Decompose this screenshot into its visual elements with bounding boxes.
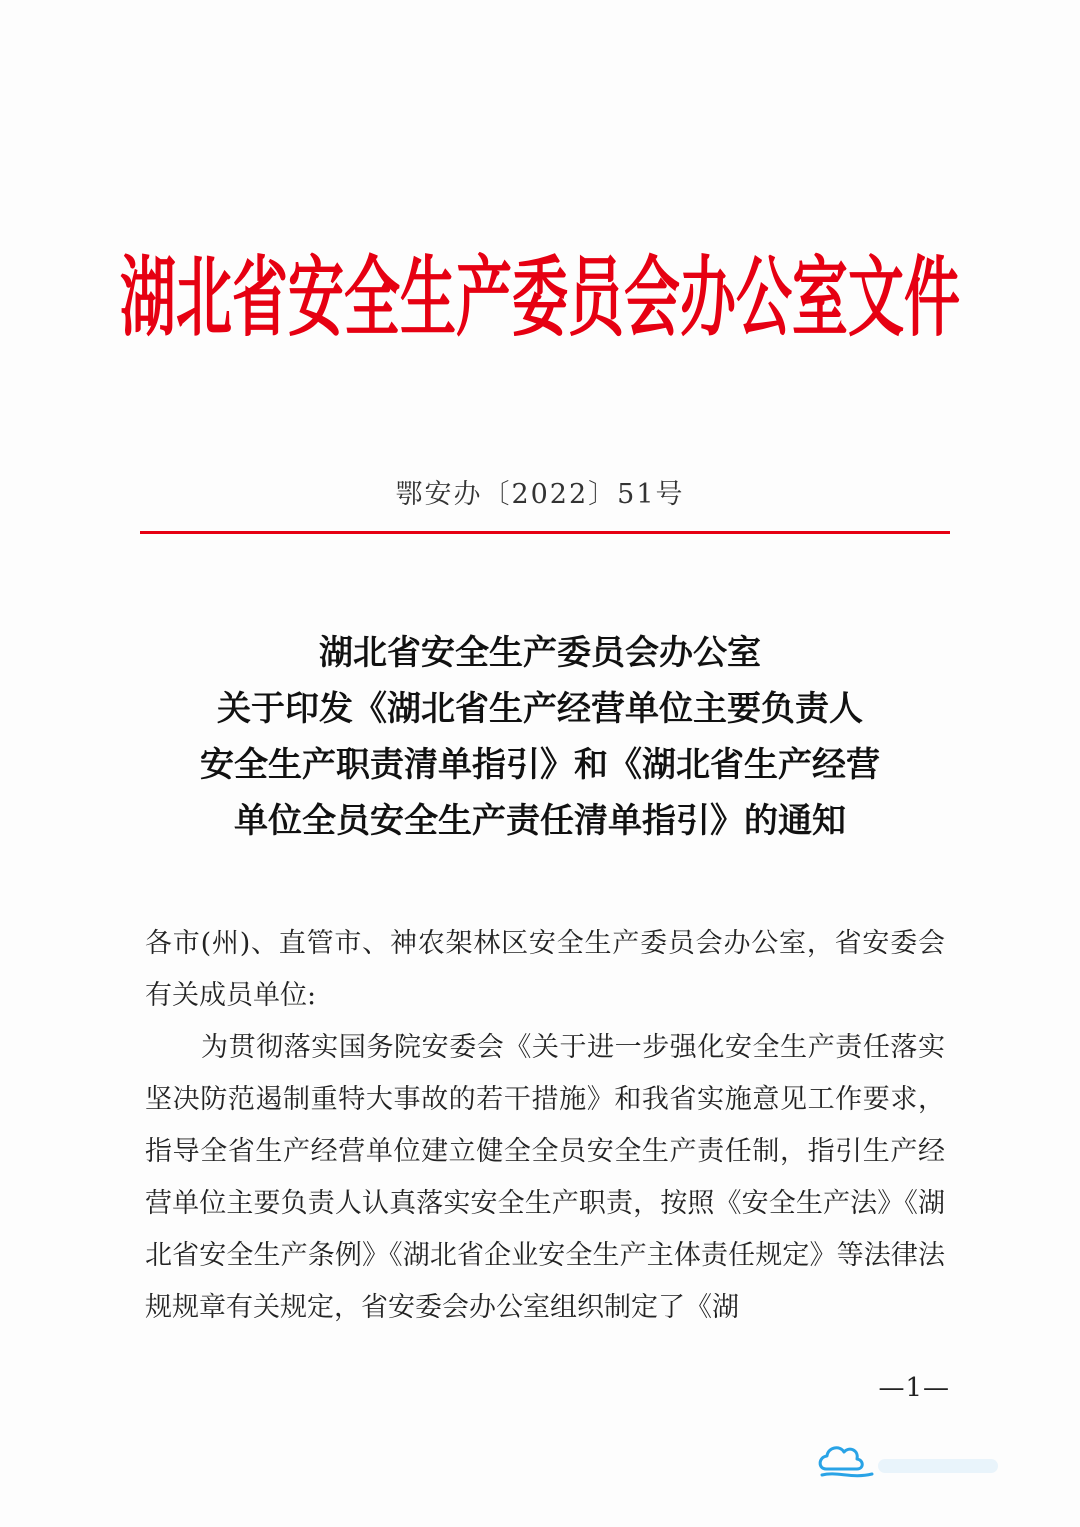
document-number: 鄂安办〔2022〕51号 bbox=[395, 479, 685, 510]
title-line-1: 湖北省安全生产委员会办公室 bbox=[319, 633, 761, 673]
body-paragraph: 为贯彻落实国务院安委会《关于进一步强化安全生产责任落实坚决防范遏制重特大事故的若干措施》和我省实施意见工作要求，指导全省生产经营单位建立健全全员安全生产责任制，指引生产经营单位主要负责人认真落实安全生产职责，按照《安全生产法》《湖北省安全生产条例》《湖北省企业安全生产主体责任规定》等法律法规规章有关规定，省安委会办公室组织制定了《湖 bbox=[145, 1032, 945, 1323]
title-line-2: 关于印发《湖北省生产经营单位主要负责人 bbox=[217, 689, 863, 729]
masthead-title: 湖北省安全生产委员会办公室文件 bbox=[120, 246, 960, 350]
notice-title bbox=[130, 625, 950, 849]
page-number: —1— bbox=[878, 1373, 950, 1403]
salutation: 各市(州)、直管市、神农架林区安全生产委员会办公室，省安委会有关成员单位: bbox=[145, 928, 945, 1011]
cloud-icon bbox=[812, 1435, 1012, 1485]
title-line-3: 安全生产职责清单指引》和《湖北省生产经营 bbox=[200, 745, 880, 785]
title-line-4: 单位全员安全生产责任清单指引》的通知 bbox=[234, 801, 846, 841]
body-text bbox=[145, 918, 945, 1334]
red-divider-line bbox=[140, 531, 950, 534]
